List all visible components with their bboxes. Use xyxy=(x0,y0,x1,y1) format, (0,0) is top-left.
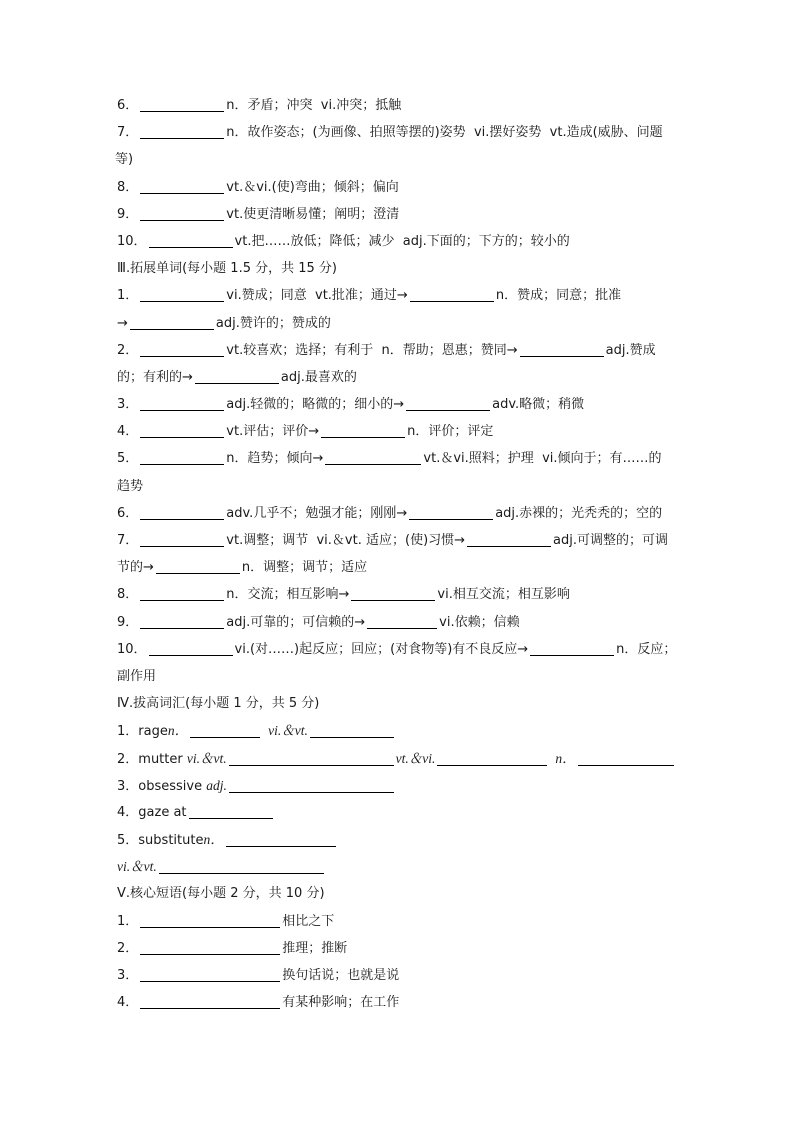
item-3-6: 6． adv.几乎不；勉强才能；刚刚→ adj.赤裸的；光秃秃的；空的 xyxy=(117,505,663,521)
item-3-1: 1． vi.赞成；同意 vt.批准；通过→ n．赞成；同意；批准 xyxy=(117,288,622,304)
answer-blank[interactable] xyxy=(437,751,547,766)
item-4-4: 4．gaze at xyxy=(117,799,679,826)
item-4-5: 5．substituten． xyxy=(117,826,679,853)
answer-blank[interactable] xyxy=(140,940,280,955)
section-4-title: Ⅳ.拔高词汇(每小题 1 分，共 5 分) xyxy=(117,696,320,712)
item-4-1: 1．ragen． vi.＆vt. xyxy=(117,717,679,744)
answer-blank[interactable] xyxy=(156,559,240,574)
answer-blank[interactable] xyxy=(189,804,273,819)
answer-blank[interactable] xyxy=(140,206,224,221)
answer-blank[interactable] xyxy=(130,315,214,330)
answer-blank[interactable] xyxy=(140,124,224,139)
answer-blank[interactable] xyxy=(140,423,224,438)
item-2-9: 9． vt.使更清晰易懂；阐明；澄清 xyxy=(117,206,400,222)
worksheet xyxy=(117,92,679,1016)
answer-blank[interactable] xyxy=(367,614,437,629)
item-2-6: 6． n．矛盾；冲突 vi.冲突；抵触 xyxy=(117,98,402,113)
answer-blank[interactable] xyxy=(229,778,394,793)
item-3-2-cont: 的；有利的→ adj.最喜欢的 xyxy=(117,369,357,385)
answer-blank[interactable] xyxy=(149,641,233,656)
item-3-3: 3． adj.轻微的；略微的；细小的→ adv.略微；稍微 xyxy=(117,397,585,413)
item-3-9: 9． adj.可靠的；可信赖的→ vi.依赖；信赖 xyxy=(117,614,520,630)
item-2-10: 10． vt.把……放低；降低；减少 adj.下面的；下方的；较小的 xyxy=(117,233,570,249)
answer-blank[interactable] xyxy=(530,641,614,656)
answer-blank[interactable] xyxy=(140,913,280,928)
item-3-5-cont: 趋势 xyxy=(117,478,144,494)
answer-blank[interactable] xyxy=(140,179,224,194)
section-5-title: Ⅴ.核心短语(每小题 2 分，共 10 分) xyxy=(117,886,325,902)
answer-blank[interactable] xyxy=(140,994,280,1009)
answer-blank[interactable] xyxy=(159,859,324,874)
item-4-5-cont: vi.＆vt. xyxy=(117,853,679,880)
answer-blank[interactable] xyxy=(406,396,490,411)
item-3-8: 8． n．交流；相互影响→ vi.相互交流；相互影响 xyxy=(117,587,570,603)
answer-blank[interactable] xyxy=(325,450,421,465)
answer-blank[interactable] xyxy=(195,369,279,384)
item-5-2: 2． 推理；推断 xyxy=(117,940,348,956)
item-3-2: 2． vt.较喜欢；选择；有利于 n．帮助；恩惠；赞同→ adj.赞成 xyxy=(117,342,656,358)
item-2-8: 8． vt.＆vi.(使)弯曲；倾斜；偏向 xyxy=(117,179,399,195)
item-5-1: 1． 相比之下 xyxy=(117,913,335,929)
item-3-10: 10． vi.(对……)起反应；回应；(对食物等)有不良反应→ n．反应； xyxy=(117,641,677,657)
answer-blank[interactable] xyxy=(140,532,224,547)
answer-blank[interactable] xyxy=(140,396,224,411)
section-3-title: Ⅲ.拓展单词(每小题 1.5 分，共 15 分) xyxy=(117,261,337,277)
item-5-4: 4． 有某种影响；在工作 xyxy=(117,995,400,1011)
answer-blank[interactable] xyxy=(149,233,233,248)
answer-blank[interactable] xyxy=(351,586,435,601)
item-4-2: 2．mutter vi.＆vt. vt.＆vi. n． xyxy=(117,745,679,772)
answer-blank[interactable] xyxy=(321,423,405,438)
answer-blank[interactable] xyxy=(467,532,551,547)
answer-blank[interactable] xyxy=(409,505,493,520)
item-3-4: 4． vt.评估；评价→ n．评价；评定 xyxy=(117,424,494,440)
item-4-3: 3．obsessive adj. xyxy=(117,772,679,799)
answer-blank[interactable] xyxy=(140,586,224,601)
answer-blank[interactable] xyxy=(140,967,280,982)
item-2-7-cont: 等) xyxy=(115,152,134,168)
item-2-7: 7． n．故作姿态；(为画像、拍照等摆的)姿势 vi.摆好姿势 vt.造成(威胁、问题 xyxy=(117,125,663,141)
answer-blank[interactable] xyxy=(140,614,224,629)
answer-blank[interactable] xyxy=(140,287,224,302)
answer-blank[interactable] xyxy=(578,751,674,766)
item-3-10-cont: 副作用 xyxy=(117,668,157,684)
answer-blank[interactable] xyxy=(190,723,260,738)
answer-blank[interactable] xyxy=(520,342,604,357)
answer-blank[interactable] xyxy=(226,832,336,847)
answer-blank[interactable] xyxy=(310,723,394,738)
answer-blank[interactable] xyxy=(140,450,224,465)
item-3-5: 5． n．趋势；倾向→ vt.＆vi.照料；护理 vi.倾向于；有……的 xyxy=(117,451,662,467)
answer-blank[interactable] xyxy=(410,287,494,302)
item-3-7-cont: 节的→ n．调整；调节；适应 xyxy=(117,560,368,576)
item-3-1-cont: → adj.赞许的；赞成的 xyxy=(117,315,331,331)
item-3-7: 7． vt.调整；调节 vi.＆vt. 适应；(使)习惯→ adj.可调整的；可调 xyxy=(117,533,669,548)
answer-blank[interactable] xyxy=(229,751,394,766)
item-5-3: 3． 换句话说；也就是说 xyxy=(117,968,400,983)
answer-blank[interactable] xyxy=(140,97,224,112)
answer-blank[interactable] xyxy=(140,505,224,520)
answer-blank[interactable] xyxy=(140,342,224,357)
